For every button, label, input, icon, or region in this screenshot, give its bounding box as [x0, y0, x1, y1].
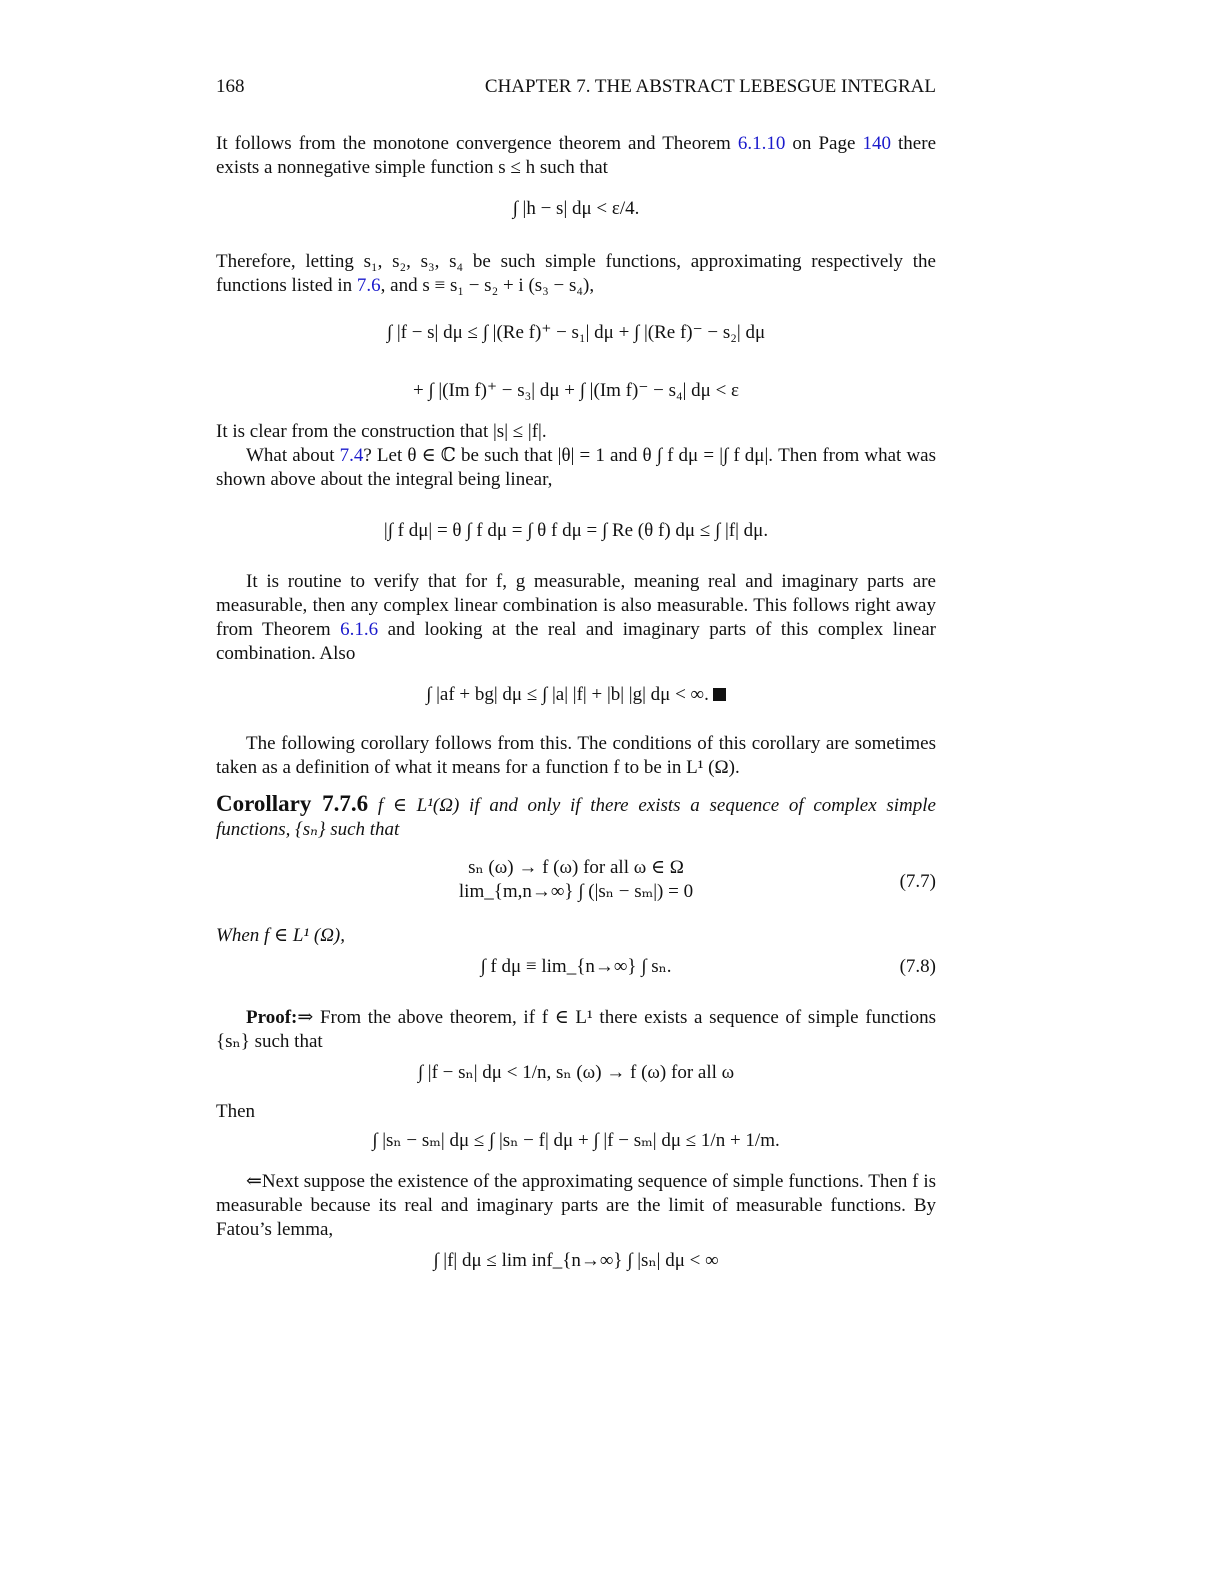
equation-number-7-8: (7.8)	[899, 956, 936, 977]
corollary-label: Corollary 7.7.6	[216, 791, 369, 816]
proof-paragraph	[216, 1006, 936, 1054]
when-clause	[216, 924, 936, 948]
p2-text-b: , and s ≡ s₁ − s₂ + i (s₃ − s₄),	[380, 275, 595, 296]
equation-7-8	[216, 952, 936, 982]
eq7: ∫ |f − sₙ| dμ < 1/n, sₙ (ω) → f (ω) for all ω	[417, 1062, 735, 1083]
link-ref-7-6[interactable]: 7.6	[356, 275, 381, 296]
eq6: ∫ f dμ ≡ lim_{n→∞} ∫ sₙ.	[480, 956, 672, 977]
p1-text-b: on Page	[785, 133, 863, 154]
then-word	[216, 1100, 936, 1124]
equation-linear-combination	[216, 680, 936, 710]
link-theorem-6-1-10[interactable]: 6.1.10	[737, 133, 786, 154]
equation-7-7	[216, 856, 936, 904]
p2-text-a: Therefore, letting s₁, s₂, s₃, s₄ be such simple functions, approximating respectively the functions listed in	[216, 251, 936, 296]
link-ref-7-4[interactable]: 7.4	[339, 445, 364, 466]
running-header	[216, 76, 936, 98]
link-page-140[interactable]: 140	[862, 133, 891, 154]
eq2b: + ∫ |(Im f)⁺ − s₃| dμ + ∫ |(Im f)⁻ − s₄| dμ < ε	[412, 380, 740, 401]
p1-text-a: It follows from the monotone convergence theorem and Theorem	[216, 133, 738, 154]
paragraph-following-corollary	[216, 732, 936, 780]
eq8: ∫ |sₙ − sₘ| dμ ≤ ∫ |sₙ − f| dμ + ∫ |f − sₘ| dμ ≤ 1/n + 1/m.	[372, 1130, 780, 1151]
p1-text-c: there exists a nonnegative simple function s ≤ h such that	[216, 133, 936, 178]
paragraph-clear	[216, 420, 936, 444]
equation-f-minus-s-line1	[216, 318, 936, 348]
p6-text: The following corollary follows from this. The conditions of this corollary are sometimes taken as a definition of what it means for a function f to be in L¹ (Ω).	[216, 733, 936, 778]
p3-text: It is clear from the construction that |s| ≤ |f|.	[216, 421, 547, 442]
qed-square	[713, 688, 726, 701]
eq9: ∫ |f| dμ ≤ lim inf_{n→∞} ∫ |sₙ| dμ < ∞	[433, 1250, 719, 1271]
eq3: |∫ f dμ| = θ ∫ f dμ = ∫ θ f dμ = ∫ Re (θ f) dμ ≤ ∫ |f| dμ.	[383, 520, 769, 541]
when-text: When f ∈ L¹ (Ω),	[216, 925, 346, 946]
equation-cauchy	[216, 1126, 936, 1156]
eq5-line2: lim_{m,n→∞} ∫ (|sₙ − sₘ|) = 0	[458, 881, 694, 902]
equation-number-7-7: (7.7)	[899, 871, 936, 892]
p7-text: ⇐Next suppose the existence of the approximating sequence of simple functions. Then f is measurable because its real and imaginary parts are the limit of measurable functions. By Fatou’s lemma,	[216, 1171, 936, 1240]
paragraph-monotone	[216, 132, 936, 180]
equation-f-minus-s-line2	[216, 376, 936, 406]
corollary-statement	[216, 792, 936, 842]
equation-f-minus-sn	[216, 1058, 936, 1088]
equation-theta	[216, 516, 936, 546]
chapter-title: CHAPTER 7. THE ABSTRACT LEBESGUE INTEGRAL	[484, 76, 936, 97]
paragraph-what-about	[216, 444, 936, 492]
corollary-text: f ∈ L¹(Ω) if and only if there exists a sequence of complex simple functions, {sₙ} such that	[216, 795, 936, 840]
paragraph-next-suppose	[216, 1170, 936, 1242]
equation-h-minus-s	[216, 194, 936, 224]
p5-text-a: It is routine to verify that for f, g measurable, meaning real and imaginary parts are measurable, then any complex linear combination is also measurable. This follows right away from Theorem	[216, 571, 936, 640]
link-theorem-6-1-6[interactable]: 6.1.6	[340, 619, 379, 640]
equation-fatou	[216, 1246, 936, 1276]
p4-text-a: What about	[246, 445, 340, 466]
p5-text-b: and looking at the real and imaginary parts of this complex linear combination. Also	[216, 619, 936, 664]
paragraph-therefore	[216, 250, 936, 298]
proof-text: ⇒ From the above theorem, if f ∈ L¹ there exists a sequence of simple functions {sₙ} such that	[216, 1007, 936, 1052]
proof-label: Proof:	[246, 1007, 298, 1028]
p4-text-b: ? Let θ ∈ ℂ be such that |θ| = 1 and θ ∫ f dμ = |∫ f dμ|. Then from what was shown above about the integral being linear,	[216, 445, 937, 490]
eq2a: ∫ |f − s| dμ ≤ ∫ |(Re f)⁺ − s₁| dμ + ∫ |(Re f)⁻ − s₂| dμ	[386, 322, 766, 343]
paragraph-routine	[216, 570, 936, 666]
eq4: ∫ |af + bg| dμ ≤ ∫ |a| |f| + |b| |g| dμ < ∞.	[426, 684, 709, 705]
eq5-line1: sₙ (ω) → f (ω) for all ω ∈ Ω	[468, 857, 684, 878]
page-number: 168	[216, 76, 245, 97]
eq1: ∫ |h − s| dμ < ε/4.	[512, 198, 640, 219]
then-text: Then	[216, 1101, 256, 1122]
